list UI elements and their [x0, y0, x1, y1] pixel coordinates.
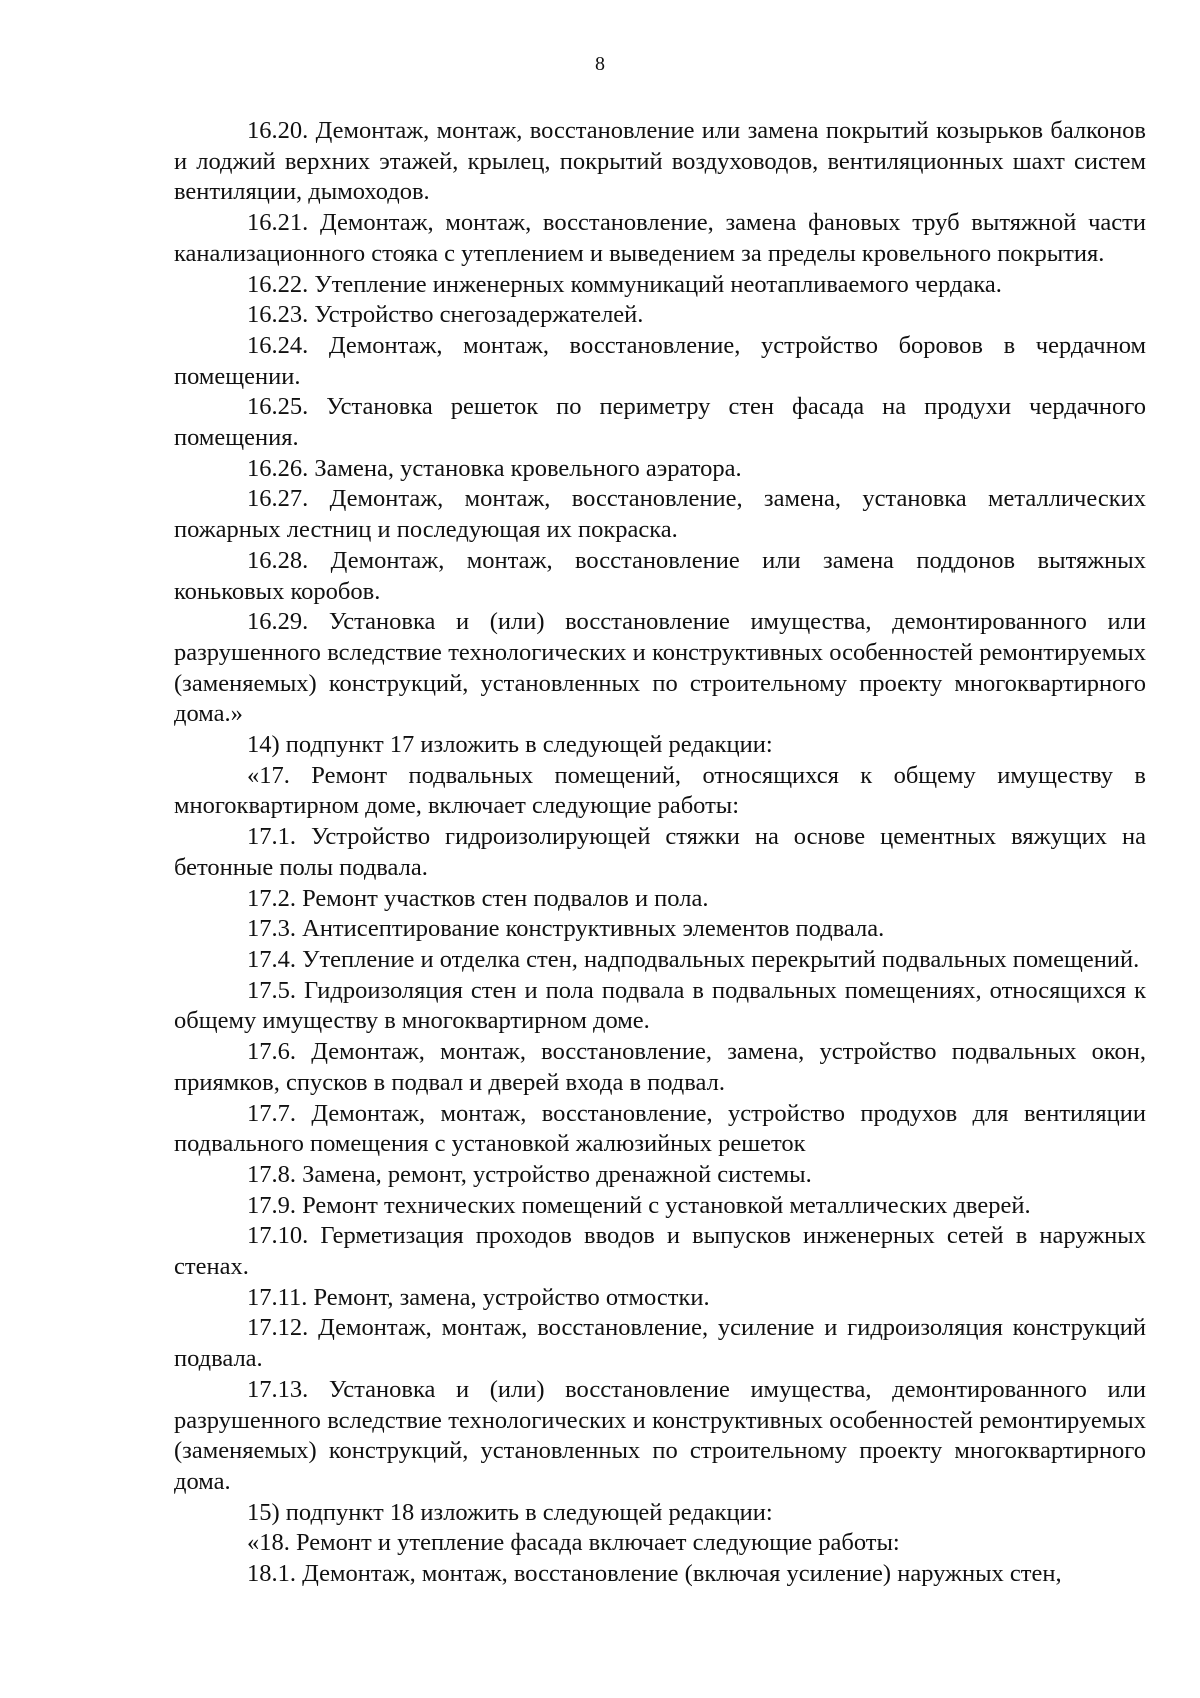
paragraph-17-12: 17.12. Демонтаж, монтаж, восстановление, усиление и гидроизоляция конструкций подвала. [174, 1314, 1146, 1373]
paragraph-17-11: 17.11. Ремонт, замена, устройство отмостки. [247, 1283, 710, 1311]
paragraph-17-10: 17.10. Герметизация проходов вводов и выпусков инженерных сетей в наружных стенах. [174, 1222, 1146, 1281]
paragraph-16-25: 16.25. Установка решеток по периметру стен фасада на продухи чердачного помещения. [174, 393, 1146, 452]
paragraph-17-6: 17.6. Демонтаж, монтаж, восстановление, замена, устройство подвальных окон, приямков, спусков в подвал и дверей входа в подвал. [174, 1038, 1146, 1096]
paragraph-16-22: 16.22. Утепление инженерных коммуникаций неотапливаемого чердака. [247, 270, 1002, 298]
paragraph-subclause-15: 15) подпункт 18 изложить в следующей редакции: [247, 1498, 773, 1526]
paragraph-16-20: 16.20. Демонтаж, монтаж, восстановление или замена покрытий козырьков балконов и лоджий верхних этажей, крылец, покрытий воздуховодов, вентиляционных шахт систем вентиляции, дымоходов. [174, 117, 1146, 206]
paragraph-17-9: 17.9. Ремонт технических помещений с установкой металлических дверей. [247, 1191, 1031, 1219]
paragraph-16-26: 16.26. Замена, установка кровельного аэратора. [247, 454, 742, 482]
paragraph-16-28: 16.28. Демонтаж, монтаж, восстановление или замена поддонов вытяжных коньковых коробов. [174, 546, 1146, 605]
page-number: 8 [595, 53, 605, 75]
paragraph-17-5: 17.5. Гидроизоляция стен и пола подвала в подвальных помещениях, относящихся к общему имуществу в многоквартирном доме. [174, 976, 1146, 1035]
paragraph-16-21: 16.21. Демонтаж, монтаж, восстановление, замена фановых труб вытяжной части канализационного стояка с утеплением и выведением за пределы кровельного покрытия. [174, 209, 1146, 267]
paragraph-17-2: 17.2. Ремонт участков стен подвалов и пола. [247, 884, 709, 912]
document-body [174, 116, 1146, 1590]
paragraph-17-1: 17.1. Устройство гидроизолирующей стяжки на основе цементных вяжущих на бетонные полы подвала. [174, 823, 1146, 881]
paragraph-16-27: 16.27. Демонтаж, монтаж, восстановление, замена, установка металлических пожарных лестниц и последующая их покраска. [174, 485, 1146, 544]
paragraph-16-29: 16.29. Установка и (или) восстановление имущества, демонтированного или разрушенного вследствие технологических и конструктивных особенностей ремонтируемых (заменяемых) конструкций, установленных по строительному проекту многоквартирного дома.» [174, 608, 1146, 728]
paragraph-16-23: 16.23. Устройство снегозадержателей. [247, 301, 644, 329]
paragraph-17-7: 17.7. Демонтаж, монтаж, восстановление, устройство продухов для вентиляции подвального помещения с установкой жалюзийных решеток [174, 1099, 1146, 1158]
paragraph-17: «17. Ремонт подвальных помещений, относящихся к общему имуществу в многоквартирном доме, включает следующие работы: [174, 761, 1146, 820]
paragraph-16-24: 16.24. Демонтаж, монтаж, восстановление, устройство боровов в чердачном помещении. [174, 331, 1146, 390]
paragraph-subclause-14: 14) подпункт 17 изложить в следующей редакции: [247, 731, 773, 759]
paragraph-17-3: 17.3. Антисептирование конструктивных элементов подвала. [247, 915, 885, 943]
paragraph-17-4: 17.4. Утепление и отделка стен, надподвальных перекрытий подвальных помещений. [247, 945, 1140, 973]
paragraph-17-8: 17.8. Замена, ремонт, устройство дренажной системы. [247, 1160, 812, 1188]
paragraph-18-1: 18.1. Демонтаж, монтаж, восстановление (включая усиление) наружных стен, [247, 1560, 1062, 1588]
paragraph-18: «18. Ремонт и утепление фасада включает следующие работы: [247, 1529, 900, 1557]
paragraph-17-13: 17.13. Установка и (или) восстановление имущества, демонтированного или разрушенного вследствие технологических и конструктивных особенностей ремонтируемых (заменяемых) конструкций, установленных по строительному проекту многоквартирного дома. [174, 1375, 1146, 1495]
